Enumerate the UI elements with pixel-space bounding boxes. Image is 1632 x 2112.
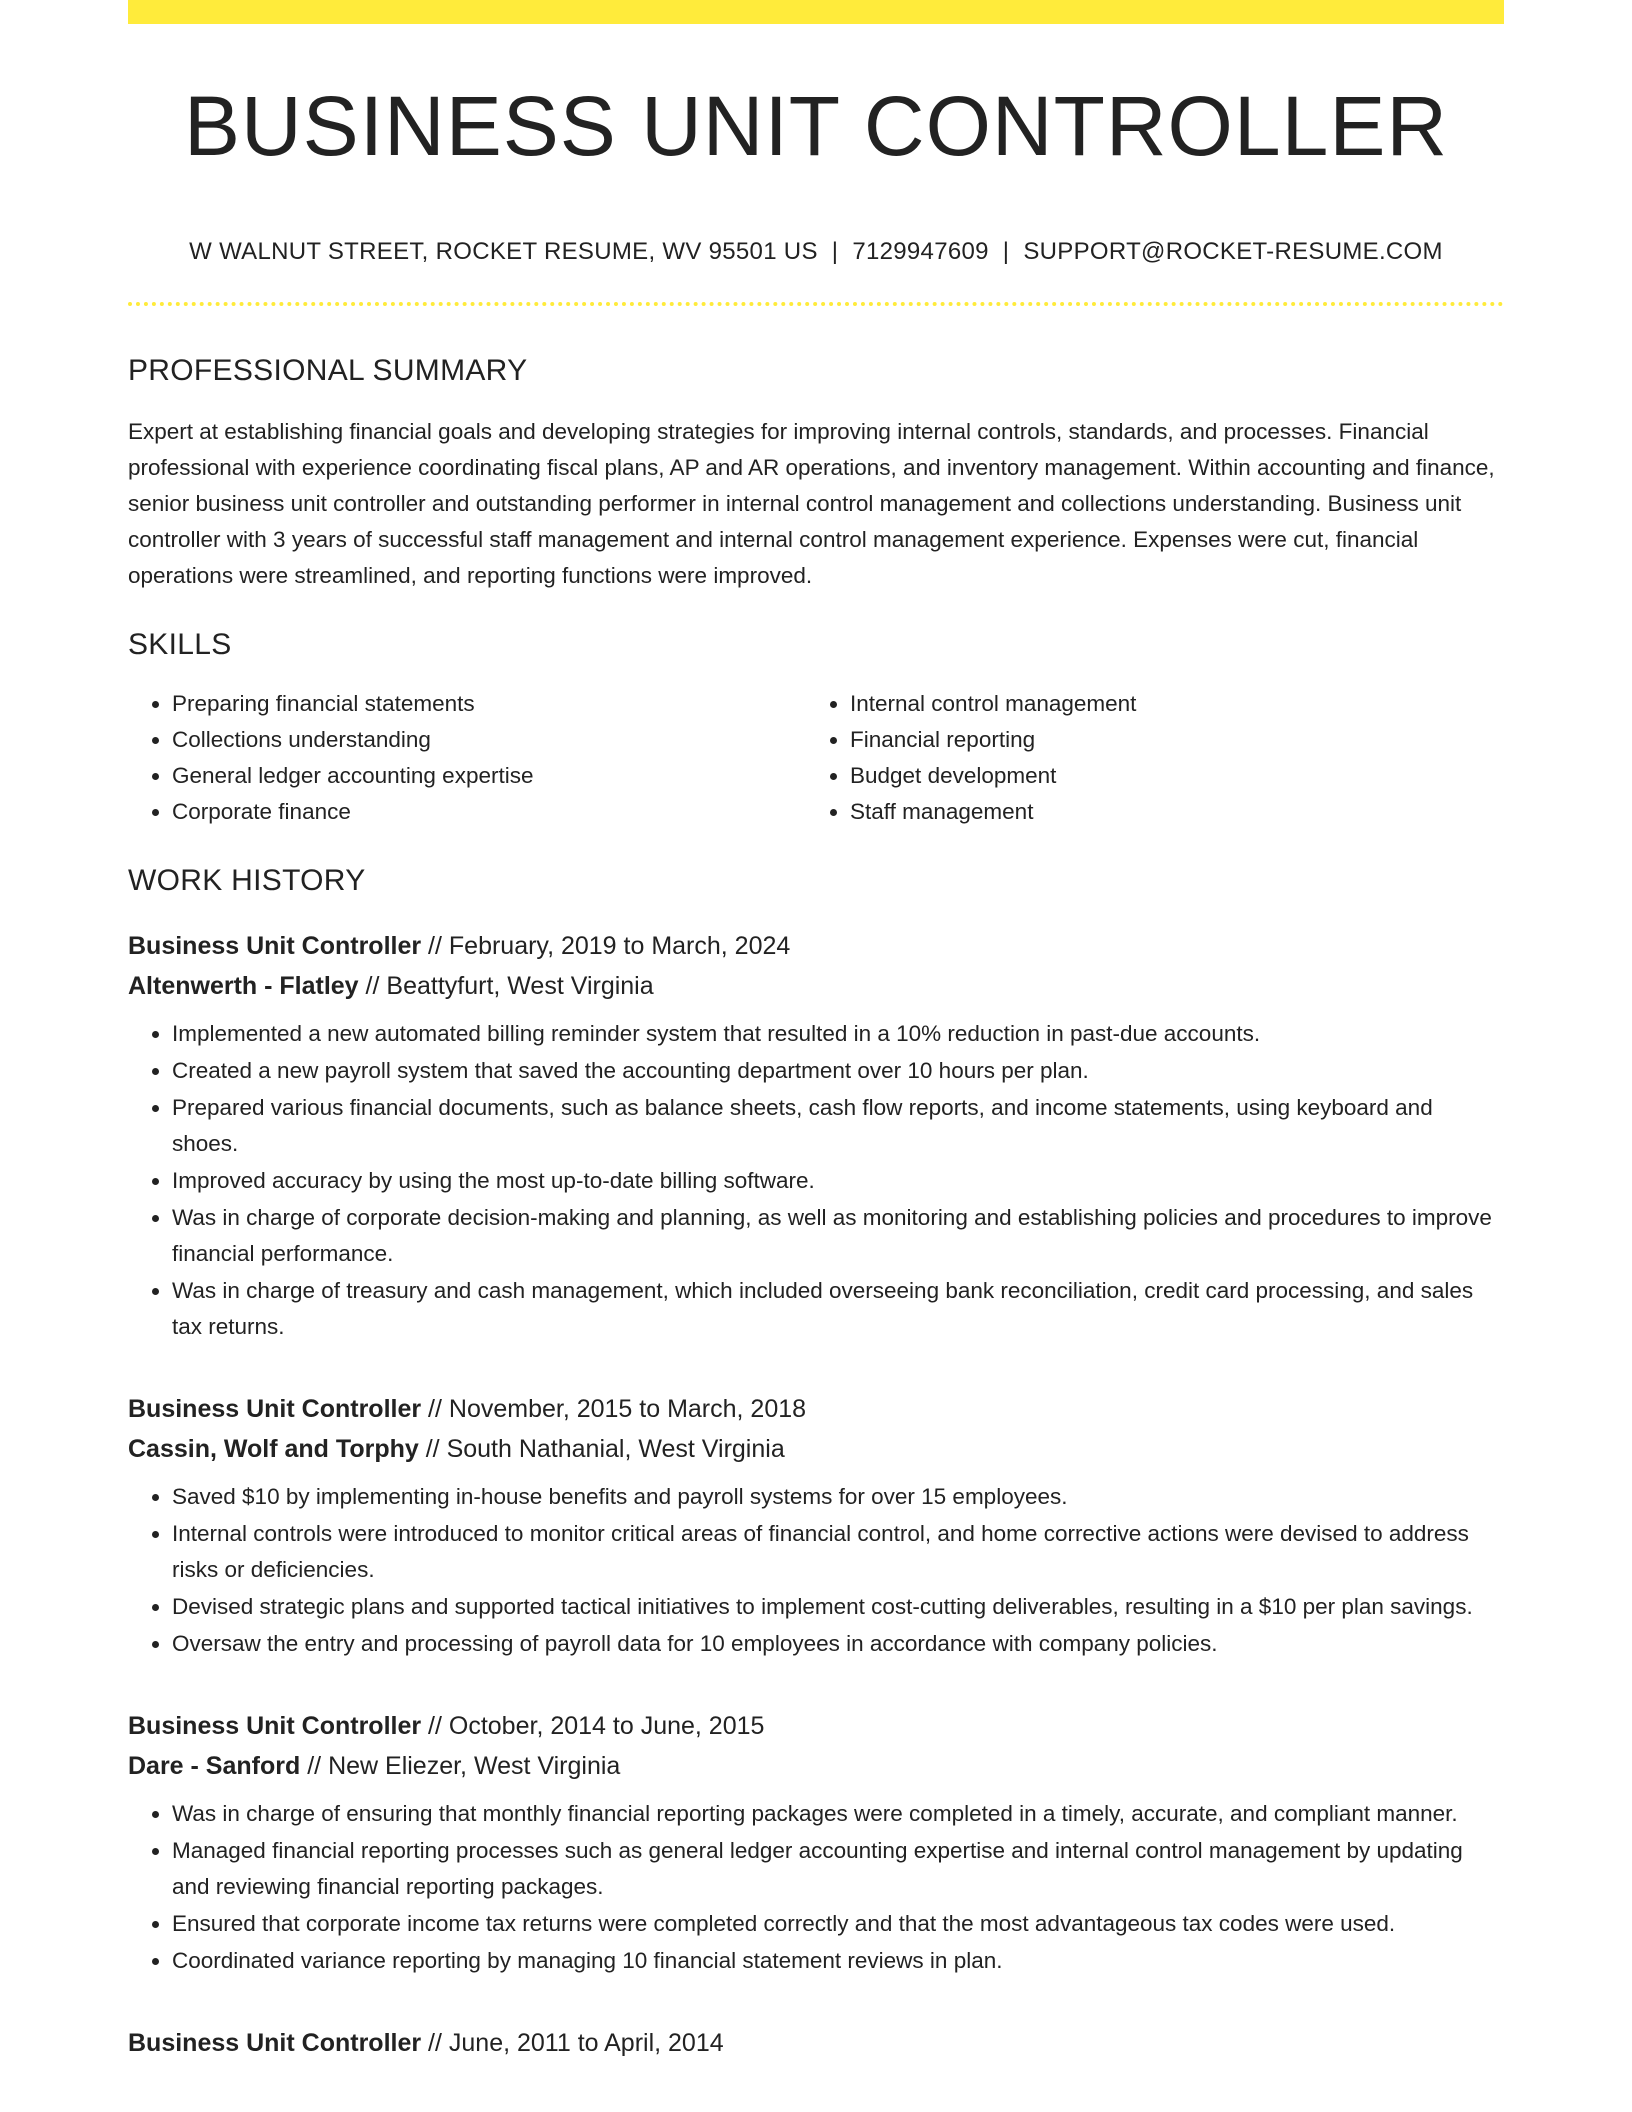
- contact-address: W WALNUT STREET, ROCKET RESUME, WV 95501 US: [189, 238, 818, 265]
- job-company: Altenwerth - Flatley: [128, 972, 359, 1000]
- job-bullet: • Implemented a new automated billing reminder system that resulted in a 10% reduction in past-due accounts.: [172, 1016, 1504, 1052]
- resume-page: [128, 0, 1504, 2063]
- skill-item: • Internal control management: [850, 686, 1500, 722]
- job-divider: //: [358, 972, 387, 1000]
- job-divider: //: [421, 2029, 449, 2057]
- job-company-line: [128, 966, 1504, 1006]
- contact-line: [128, 238, 1504, 266]
- work-history-heading: WORK HISTORY: [128, 864, 366, 897]
- job-bullet: • Oversaw the entry and processing of payroll data for 10 employees in accordance with company policies.: [172, 1626, 1504, 1662]
- job-role: Business Unit Controller: [128, 2029, 422, 2057]
- skills-column-right: [806, 686, 1500, 830]
- job-bullet: • Ensured that corporate income tax returns were completed correctly and that the most advantageous tax codes were used.: [172, 1906, 1504, 1942]
- job-bullet: • Saved $10 by implementing in-house benefits and payroll systems for over 15 employees.: [172, 1479, 1504, 1515]
- job-divider: //: [421, 1395, 449, 1423]
- job-role: Business Unit Controller: [128, 932, 422, 960]
- job-role: Business Unit Controller: [128, 1395, 422, 1423]
- job-divider: //: [300, 1752, 329, 1780]
- job-bullet: • Coordinated variance reporting by managing 10 financial statement reviews in plan.: [172, 1943, 1504, 1979]
- job-bullets: [128, 1479, 1504, 1662]
- job-bullet: • Internal controls were introduced to monitor critical areas of financial control, and home corrective actions were devised to address risks or deficiencies.: [172, 1516, 1504, 1588]
- job-bullet: • Improved accuracy by using the most up-to-date billing software.: [172, 1163, 1504, 1199]
- skill-item: • Financial reporting: [850, 722, 1500, 758]
- skill-item: • Budget development: [850, 758, 1500, 794]
- job-dates: June, 2011 to April, 2014: [448, 2029, 724, 2057]
- job-title-line: [128, 2023, 1504, 2063]
- job-title-line: [128, 1389, 1504, 1429]
- skill-item: • General ledger accounting expertise: [172, 758, 806, 794]
- job-location: Beattyfurt, West Virginia: [386, 972, 654, 1000]
- accent-bar: [128, 0, 1504, 24]
- job-entry: [128, 926, 1504, 1345]
- contact-phone[interactable]: 7129947609: [852, 238, 989, 265]
- skills-heading: SKILLS: [128, 628, 232, 661]
- job-company: Dare - Sanford: [128, 1752, 301, 1780]
- job-bullet: • Was in charge of corporate decision-making and planning, as well as monitoring and establishing policies and procedures to improve financial performance.: [172, 1200, 1504, 1272]
- job-company-line: [128, 1429, 1504, 1469]
- skills-list: [128, 686, 1504, 830]
- job-dates: November, 2015 to March, 2018: [448, 1395, 807, 1423]
- skill-item: • Staff management: [850, 794, 1500, 830]
- contact-separator: |: [1002, 238, 1010, 265]
- job-entry: [128, 1706, 1504, 1979]
- job-bullets: [128, 1796, 1504, 1979]
- job-company: Cassin, Wolf and Torphy: [128, 1435, 419, 1463]
- job-divider: //: [421, 932, 449, 960]
- contact-email[interactable]: SUPPORT@ROCKET-RESUME.COM: [1023, 238, 1443, 265]
- skill-item: • Preparing financial statements: [172, 686, 806, 722]
- job-location: New Eliezer, West Virginia: [328, 1752, 621, 1780]
- job-location: South Nathanial, West Virginia: [446, 1435, 785, 1463]
- job-bullet: • Devised strategic plans and supported tactical initiatives to implement cost-cutting deliverables, resulting in a $10 per plan savings.: [172, 1589, 1504, 1625]
- job-role: Business Unit Controller: [128, 1712, 422, 1740]
- summary-text: Expert at establishing financial goals and developing strategies for improving internal controls, standards, and processes. Financial professional with experience coordinating fiscal plans, AP and AR operations, and inventory management. Within accounting and finance, senior business unit controller and outstanding performer in internal control management and collections understanding. Business unit controller with 3 years of successful staff management and internal control management experience. Expenses were cut, financial operations were streamlined, and reporting functions were improved.: [128, 419, 1495, 588]
- contact-separator: |: [831, 238, 839, 265]
- job-title-line: [128, 1706, 1504, 1746]
- job-bullet: • Managed financial reporting processes such as general ledger accounting expertise and internal control management by updating and reviewing financial reporting packages.: [172, 1833, 1504, 1905]
- job-title-line: [128, 926, 1504, 966]
- job-divider: //: [421, 1712, 449, 1740]
- dotted-divider: [128, 302, 1504, 306]
- job-bullets: [128, 1016, 1504, 1345]
- job-dates: October, 2014 to June, 2015: [448, 1712, 765, 1740]
- summary-heading: PROFESSIONAL SUMMARY: [128, 354, 528, 387]
- job-dates: February, 2019 to March, 2024: [448, 932, 791, 960]
- skill-item: • Corporate finance: [172, 794, 806, 830]
- job-entry: [128, 1389, 1504, 1662]
- job-entry: [128, 2023, 1504, 2063]
- job-bullet: • Prepared various financial documents, such as balance sheets, cash flow reports, and income statements, using keyboard and shoes.: [172, 1090, 1504, 1162]
- job-bullet: • Was in charge of treasury and cash management, which included overseeing bank reconciliation, credit card processing, and sales tax returns.: [172, 1273, 1504, 1345]
- job-divider: //: [418, 1435, 447, 1463]
- resume-name: BUSINESS UNIT CONTROLLER: [183, 79, 1449, 173]
- job-bullet: • Created a new payroll system that saved the accounting department over 10 hours per plan.: [172, 1053, 1504, 1089]
- skills-column-left: [128, 686, 806, 830]
- job-company-line: [128, 1746, 1504, 1786]
- skill-item: • Collections understanding: [172, 722, 806, 758]
- job-bullet: • Was in charge of ensuring that monthly financial reporting packages were completed in a timely, accurate, and compliant manner.: [172, 1796, 1504, 1832]
